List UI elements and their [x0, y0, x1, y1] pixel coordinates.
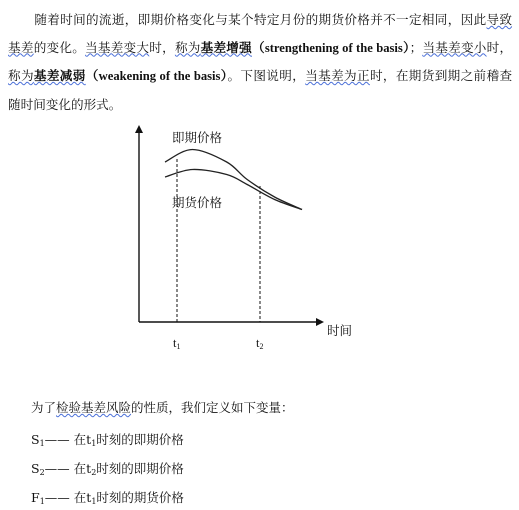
spot-price-label: 即期价格 — [172, 130, 223, 145]
x-axis-label: 时间 — [327, 323, 353, 338]
futures-price-label: 期货价格 — [172, 195, 223, 210]
term-strengthening-english: （strengthening of the basis） — [251, 40, 410, 55]
text-run-underlined: 称为 — [8, 68, 34, 83]
t2-tick-label: $t_2$ — [256, 336, 264, 351]
term-strengthening: 基差增强 — [200, 39, 252, 55]
term-weakening: 基差减弱 — [33, 68, 86, 83]
variable-row: $S_2——$ 在$t_2$时刻的即期价格 — [31, 461, 184, 477]
text-run-underlined: 当基差变小 — [422, 39, 487, 55]
variable-row: $F_1——$ 在$t_1$时刻的期货价格 — [31, 490, 184, 506]
text-run: 。下图说明， — [227, 68, 306, 83]
text-run-underlined: 导致基差 — [8, 12, 513, 55]
text-run-underlined: 当基差变大 — [85, 39, 150, 55]
text-run-underlined: 称为 — [174, 39, 201, 55]
text-run: 的变化。 — [33, 39, 86, 55]
text-run-underlined: 当基差为正 — [305, 68, 370, 83]
section-intro: 为了检验基差风险的性质，我们定义如下变量： — [31, 400, 294, 415]
t1-tick-label: $t_1$ — [173, 336, 181, 351]
text-run: 时， — [486, 39, 513, 55]
text-run: 时，在期货到期之前稽查随时间变化的形式。 — [8, 68, 513, 112]
term-weakening-english: （weakening of the basis） — [85, 69, 228, 83]
text-run: ； — [409, 39, 423, 55]
variable-row: $S_1——$ 在$t_1$时刻的即期价格 — [31, 432, 184, 448]
text-run: 随着时间的流逝，即期价格变化与某个特定月份的期货价格并不一定相同，因此 — [34, 12, 487, 27]
text-run: 时， — [149, 39, 175, 55]
